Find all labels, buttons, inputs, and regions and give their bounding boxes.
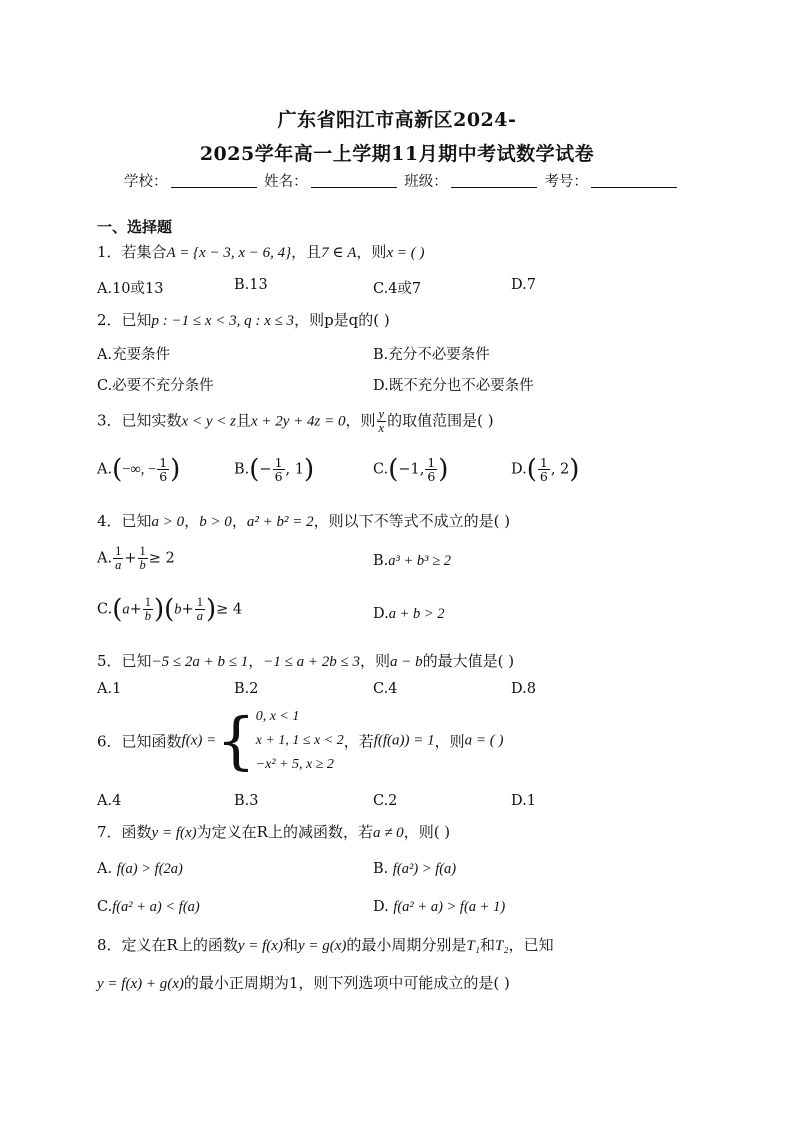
title-line-2: 2025学年高一上学期11月期中考试数学试卷: [199, 143, 595, 165]
q5-cond-1: −5 ≤ 2a + b ≤ 1: [151, 654, 249, 670]
q8-sum-expr: y = f(x) + g(x): [97, 976, 184, 992]
q7-d-expr: f(a² + a) > f(a + 1): [393, 899, 506, 915]
q7-d-label: D.: [373, 899, 389, 915]
question-1: [97, 241, 424, 262]
q8-f2: y = g(x): [297, 938, 347, 954]
q4-c-den-2: a: [196, 609, 203, 624]
q4-c-a: a: [122, 601, 130, 618]
q3-c-frac: [425, 456, 437, 483]
q7-option-b[interactable]: [373, 861, 456, 878]
q3-c-num: 1: [427, 455, 436, 470]
q6-case-3: −x² + 5, x ≥ 2: [255, 757, 334, 772]
q6-tail: ，则: [434, 732, 465, 751]
q1-cond: 7 ∈ A: [321, 245, 357, 261]
q5-sep: ，: [248, 652, 264, 670]
q6-fx: f(x) =: [181, 732, 217, 749]
q7-fx: y = f(x): [151, 825, 197, 841]
q7-b-expr: f(a²) > f(a): [392, 861, 457, 877]
q8-and-1: 和: [282, 936, 298, 954]
q3-option-a[interactable]: [97, 456, 180, 483]
q8-tail: ，已知: [508, 936, 554, 954]
q6-option-c[interactable]: C.2: [373, 793, 398, 809]
q4-a-frac-2: [138, 545, 148, 572]
q3-b-num: 1: [274, 455, 283, 470]
q4-c-frac-1: [143, 596, 153, 623]
school-label: 学校：: [124, 174, 168, 190]
q4-option-c[interactable]: [97, 596, 242, 623]
question-8-line-2: [97, 972, 510, 993]
q3-fraction: [377, 408, 387, 435]
q4-c-num-1: 1: [144, 595, 151, 609]
q3-a-den: 6: [159, 469, 168, 485]
q7-option-a[interactable]: [97, 861, 183, 878]
q4-c-label: C.: [97, 601, 113, 618]
q3-a-paren-open: (: [112, 454, 123, 485]
q3-b-paren-close: ): [303, 454, 315, 485]
exam-number-label: 考号：: [544, 174, 588, 190]
question-4: [97, 510, 510, 531]
q3-den: x: [378, 421, 385, 436]
q3-d-paren-open: (: [526, 454, 537, 485]
q4-a-tail: ≥ 2: [148, 550, 175, 567]
q5-option-a[interactable]: A.1: [97, 681, 122, 697]
q6-case-1: 0, x < 1: [255, 709, 300, 724]
q6-cond: f(f(a)) = 1: [373, 732, 435, 749]
q2-option-a[interactable]: A.充要条件: [97, 347, 171, 363]
q7-prefix: 7．函数: [97, 823, 152, 841]
q3-d-frac: [538, 456, 550, 483]
q7-cond: a ≠ 0: [372, 825, 404, 841]
q3-b-value: −: [259, 461, 272, 478]
q3-b-den: 6: [274, 469, 283, 485]
q3-tail: 的取值范围是( ): [387, 411, 494, 430]
q3-c-den: 6: [427, 469, 436, 485]
q4-option-d[interactable]: [373, 606, 445, 623]
q4-sep-1: ，: [184, 512, 200, 530]
q5-option-d[interactable]: D.8: [511, 681, 536, 697]
q5-then: ，则: [360, 652, 391, 670]
q6-option-d[interactable]: D.1: [511, 793, 536, 809]
q6-brace: {: [216, 704, 256, 777]
q4-a-den-1: a: [115, 558, 122, 573]
q4-c-b: b: [174, 601, 182, 618]
section-heading: 一、选择题: [97, 218, 173, 236]
q4-cond-1: a > 0: [151, 514, 185, 530]
q2-prefix: 2．已知: [97, 311, 152, 329]
question-7: [97, 821, 450, 842]
q4-tail: ，则以下不等式不成立的是( ): [313, 512, 511, 530]
q1-option-c[interactable]: C.4或7: [373, 281, 422, 297]
q8-f1: y = f(x): [237, 938, 283, 954]
q8-prefix: 8．定义在R上的函数: [97, 936, 238, 954]
q4-c-paren-1: (: [112, 594, 123, 625]
class-blank[interactable]: [451, 173, 537, 188]
q4-option-a[interactable]: [97, 545, 175, 572]
q3-option-c[interactable]: [373, 456, 448, 483]
q6-case-2: x + 1, 1 ≤ x < 2: [255, 733, 344, 748]
q2-option-c[interactable]: C.必要不充分条件: [97, 378, 214, 394]
q4-c-plus-2: +: [181, 601, 194, 618]
q7-c-label: C.: [97, 899, 113, 915]
q7-option-d[interactable]: [373, 899, 505, 916]
q4-c-paren-3: ): [205, 594, 217, 625]
q3-prefix: 3．已知实数: [97, 411, 182, 430]
q3-and: 且: [235, 411, 251, 430]
q8-mid: 的最小周期分别是: [346, 936, 467, 954]
q4-a-plus: +: [124, 550, 137, 567]
q8-t2: T₂: [495, 938, 509, 954]
name-blank[interactable]: [311, 173, 397, 188]
q3-a-label: A.: [97, 461, 113, 478]
q6-ask: a = ( ): [464, 732, 504, 749]
q3-option-b[interactable]: [234, 456, 314, 483]
q7-mid: 为定义在R上的减函数，若: [196, 823, 373, 841]
q4-a-label: A.: [97, 550, 113, 567]
exam-number-blank[interactable]: [591, 173, 677, 188]
q3-b-end: , 1: [285, 461, 304, 478]
q3-eq: x + 2y + 4z = 0: [250, 413, 346, 430]
q6-option-b[interactable]: B.3: [234, 793, 259, 809]
q4-a-num-2: 1: [139, 544, 146, 558]
q5-expr: a − b: [390, 654, 423, 670]
q4-cond-3: a² + b² = 2: [246, 514, 314, 530]
q4-c-num-2: 1: [196, 595, 203, 609]
school-blank[interactable]: [171, 173, 257, 188]
q1-option-a[interactable]: A.10或13: [97, 281, 164, 297]
q3-d-end: , 2: [550, 461, 570, 478]
q4-c-plus-1: +: [129, 601, 142, 618]
class-label: 班级：: [404, 174, 448, 190]
q2-option-d[interactable]: D.既不充分也不必要条件: [373, 378, 534, 394]
q8-t1: T₁: [466, 938, 480, 954]
title-line-1: 广东省阳江市高新区2024-: [277, 109, 517, 131]
q1-ask: x = ( ): [386, 245, 425, 261]
q8-and-2: 和: [479, 936, 495, 954]
q3-d-label: D.: [511, 461, 527, 478]
q3-b-label: B.: [234, 461, 250, 478]
q7-a-label: A.: [97, 861, 113, 877]
q6-mid: ，若: [343, 732, 374, 751]
question-5: [97, 650, 514, 671]
q4-c-paren-2: )(: [154, 594, 175, 625]
q3-c-paren-open: (: [388, 454, 399, 485]
q3-d-num: 1: [539, 455, 548, 470]
q1-prefix: 1．若集合: [97, 243, 167, 261]
q5-option-b[interactable]: B.2: [234, 681, 259, 697]
q4-b-label: B.: [373, 553, 389, 569]
q3-d-den: 6: [539, 469, 548, 485]
q6-option-a[interactable]: A.4: [97, 793, 122, 809]
q4-a-frac-1: [113, 545, 123, 572]
q2-tail: ，则p是q的( ): [294, 311, 390, 329]
q5-tail: 的最大值是( ): [422, 652, 515, 670]
q3-a-paren-close: ): [170, 454, 181, 485]
q3-c-value: −1,: [398, 461, 425, 478]
q4-option-b[interactable]: [373, 553, 451, 570]
q3-cond: x < y < z: [181, 413, 236, 430]
q3-a-value: −∞, −: [122, 461, 157, 478]
student-info-row: [124, 170, 680, 191]
q1-option-b[interactable]: B.13: [234, 277, 268, 293]
q1-set: A = {x − 3, x − 6, 4}: [166, 245, 292, 261]
q2-option-b[interactable]: B.充分不必要条件: [373, 347, 490, 363]
question-3: [97, 408, 494, 435]
q3-c-paren-close: ): [438, 454, 449, 485]
q2-cond: p : −1 ≤ x < 3, q : x ≤ 3: [151, 313, 295, 329]
q3-a-frac: [157, 456, 169, 483]
q4-a-den-2: b: [139, 558, 146, 573]
q4-c-tail: ≥ 4: [216, 601, 243, 618]
q7-b-label: B.: [373, 861, 389, 877]
question-8: [97, 934, 554, 955]
q4-d-label: D.: [373, 606, 389, 622]
q7-a-expr: f(a) > f(2a): [116, 861, 183, 877]
q3-b-paren-open: (: [249, 454, 260, 485]
q6-cases: [256, 705, 344, 777]
name-label: 姓名：: [264, 174, 308, 190]
question-2: [97, 309, 390, 330]
q3-a-num: 1: [159, 455, 168, 470]
q3-option-d[interactable]: [511, 456, 579, 483]
q3-b-frac: [273, 456, 285, 483]
q3-then: ，则: [345, 411, 376, 430]
q5-cond-2: −1 ≤ a + 2b ≤ 3: [263, 654, 360, 670]
q4-c-den-1: b: [144, 609, 151, 624]
q6-prefix: 6．已知函数: [97, 732, 182, 751]
q4-a-num-1: 1: [115, 544, 122, 558]
q7-option-c[interactable]: [97, 899, 200, 916]
question-6: [97, 705, 504, 777]
q1-tail: ，则: [356, 243, 387, 261]
q4-c-frac-2: [195, 596, 205, 623]
q1-option-d[interactable]: D.7: [511, 277, 536, 293]
q5-prefix: 5．已知: [97, 652, 152, 670]
q1-mid: ，且: [291, 243, 322, 261]
q3-num: y: [378, 407, 385, 421]
q8-line2-tail: 的最小正周期为1，则下列选项中可能成立的是( ): [183, 974, 510, 992]
q4-b-expr: a³ + b³ ≥ 2: [388, 553, 451, 569]
q4-prefix: 4．已知: [97, 512, 152, 530]
q4-cond-2: b > 0: [199, 514, 232, 530]
q3-c-label: C.: [373, 461, 389, 478]
q4-sep-2: ，: [231, 512, 247, 530]
q3-d-paren-close: ): [569, 454, 580, 485]
q7-tail: ，则( ): [403, 823, 451, 841]
q4-d-expr: a + b > 2: [388, 606, 445, 622]
q5-option-c[interactable]: C.4: [373, 681, 398, 697]
q7-c-expr: f(a² + a) < f(a): [112, 899, 200, 915]
